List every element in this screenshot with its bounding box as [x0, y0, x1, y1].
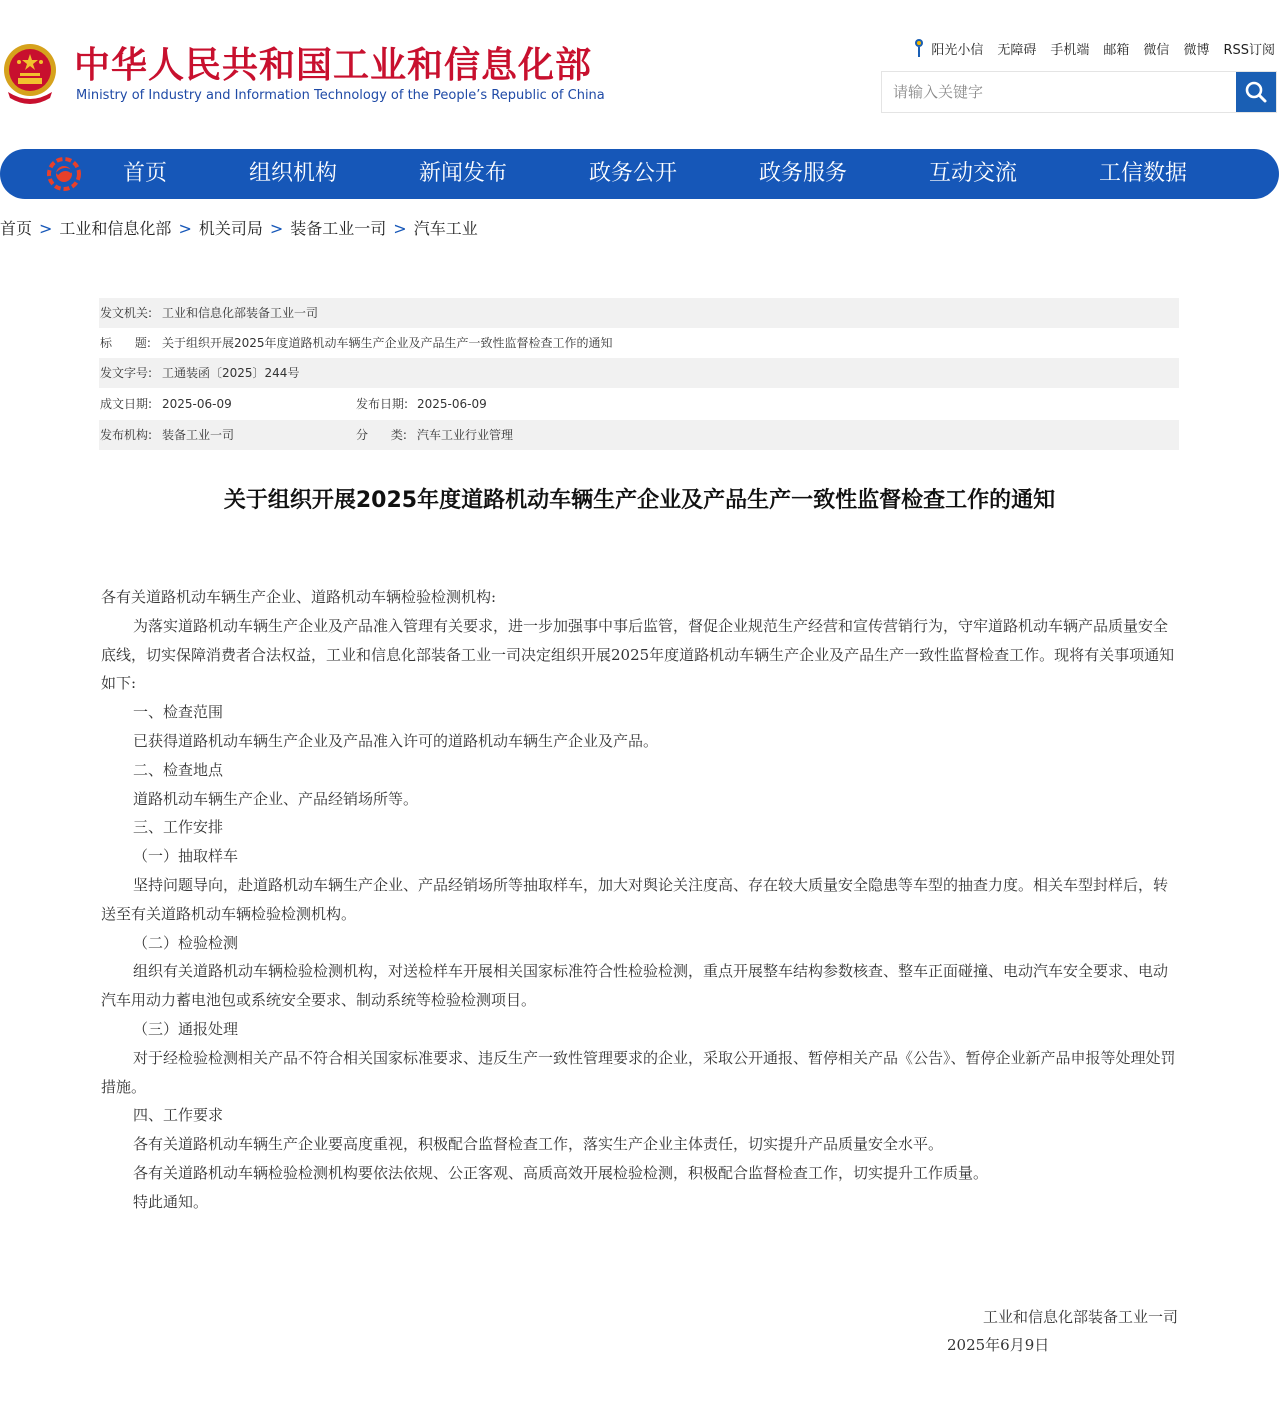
meta-title-label: 标 题:	[100, 336, 151, 350]
breadcrumb-separator: >	[269, 219, 284, 238]
article-paragraph: 各有关道路机动车辆检验检测机构要依法依规、公正客观、高质高效开展检验检测，积极配合监督检查工作，切实提升工作质量。	[133, 1163, 989, 1182]
meta-org-value: 装备工业一司	[162, 428, 235, 442]
article-paragraph: 组织有关道路机动车辆检验检测机构，对送检样车开展相关国家标准符合性检验检测，重点开展整车结构参数核查、整车正面碰撞、电动汽车安全要求、电动汽车用动力蓄电池包或系统安全要求、制动系统等检验检测项目。	[101, 962, 1169, 1010]
meta-org-label: 发布机构:	[100, 428, 153, 442]
meta-issuer-label: 发文机关:	[100, 306, 153, 320]
link-mail[interactable]: 邮箱	[1103, 42, 1130, 58]
site-title[interactable]: 中华人民共和国工业和信息化部	[74, 45, 593, 86]
sunshine-icon	[913, 38, 925, 58]
breadcrumb-separator: >	[39, 219, 53, 238]
meta-row-title	[99, 328, 1179, 358]
search-box	[881, 71, 1277, 113]
meta-docno-value: 工通装函〔2025〕244号	[162, 366, 300, 380]
article-title: 关于组织开展2025年度道路机动车辆生产企业及产品生产一致性监督检查工作的通知	[223, 488, 1056, 513]
meta-row-docno	[99, 358, 1179, 388]
breadcrumb-equipment-dept[interactable]: 装备工业一司	[290, 219, 387, 238]
article-paragraph: 已获得道路机动车辆生产企业及产品准入许可的道路机动车辆生产企业及产品。	[133, 731, 659, 750]
breadcrumb-departments[interactable]: 机关司局	[198, 219, 263, 238]
article-closing: 特此通知。	[133, 1192, 209, 1211]
article-paragraph: 道路机动车辆生产企业、产品经销场所等。	[133, 789, 419, 808]
nav-government-affairs[interactable]: 政务公开	[589, 161, 678, 186]
meta-title-value: 关于组织开展2025年度道路机动车辆生产企业及产品生产一致性监督检查工作的通知	[162, 336, 613, 350]
breadcrumb-separator: >	[393, 219, 407, 238]
meta-row-issuer	[99, 298, 1179, 328]
meta-docno-label: 发文字号:	[100, 366, 153, 380]
main-nav	[0, 149, 1279, 199]
article-heading: 四、工作要求	[133, 1106, 224, 1125]
miit-logo-icon	[46, 156, 82, 192]
article-heading: 三、工作安排	[133, 818, 224, 837]
link-wechat[interactable]: 微信	[1143, 42, 1170, 58]
meta-pub-date-label: 发布日期:	[356, 397, 409, 411]
article-subheading: （三）通报处理	[133, 1019, 239, 1038]
meta-category-label: 分 类:	[356, 428, 407, 442]
national-emblem-icon	[2, 40, 58, 106]
article-paragraph: 坚持问题导向，赴道路机动车辆生产企业、产品经销场所等抽取样车，加大对舆论关注度高、存在较大质量安全隐患等车型的抽查力度。相关车型封样后，转送至有关道路机动车辆检验检测机构。	[101, 875, 1169, 923]
meta-issuer-value: 工业和信息化部装备工业一司	[162, 306, 319, 320]
nav-interaction[interactable]: 互动交流	[929, 161, 1018, 186]
nav-organization[interactable]: 组织机构	[249, 161, 338, 186]
meta-made-date-label: 成文日期:	[100, 397, 153, 411]
search-input[interactable]	[882, 72, 1238, 112]
search-button[interactable]	[1236, 72, 1276, 112]
article-paragraph: 对于经检验检测相关产品不符合相关国家标准要求、违反生产一致性管理要求的企业，采取公开通报、暂停相关产品《公告》、暂停企业新产品申报等处理处罚措施。	[101, 1048, 1176, 1096]
article-sign-date: 2025年6月9日	[947, 1336, 1050, 1354]
article-subheading: （一）抽取样车	[133, 847, 239, 866]
meta-made-date-value: 2025-06-09	[162, 397, 232, 411]
search-icon	[1244, 80, 1268, 104]
document-meta-table	[99, 298, 1179, 450]
breadcrumb-home[interactable]: 首页	[0, 219, 33, 238]
meta-row-org	[99, 420, 1179, 450]
breadcrumb-separator: >	[178, 219, 192, 238]
link-mobile[interactable]: 手机端	[1050, 42, 1090, 58]
article-heading: 二、检查地点	[133, 760, 224, 779]
article-paragraph: 各有关道路机动车辆生产企业要高度重视，积极配合监督检查工作，落实生产企业主体责任，切实提升产品质量安全水平。	[133, 1135, 944, 1154]
breadcrumb-ministry[interactable]: 工业和信息化部	[59, 219, 172, 238]
article-subheading: （二）检验检测	[133, 933, 239, 952]
article-paragraph: 为落实道路机动车辆生产企业及产品准入管理有关要求，进一步加强事中事后监管，督促企业规范生产经营和宣传营销行为，守牢道路机动车辆产品质量安全底线，切实保障消费者合法权益，工业和信息化部装备工业一司决定组织开展2025年度道路机动车辆生产企业及产品生产一致性监督检查工作。现将有关事项通知如下:	[101, 616, 1175, 693]
nav-government-services[interactable]: 政务服务	[759, 161, 848, 186]
link-rss[interactable]: RSS订阅	[1223, 42, 1275, 58]
site-subtitle[interactable]: Ministry of Industry and Information Technology of the People’s Republic of China	[76, 88, 605, 103]
link-weibo[interactable]: 微博	[1183, 42, 1210, 58]
nav-home[interactable]: 首页	[123, 161, 168, 186]
article-body	[101, 583, 1179, 1217]
meta-row-dates	[99, 388, 1179, 420]
link-accessibility[interactable]: 无障碍	[997, 42, 1037, 58]
link-sunshine[interactable]: 阳光小信	[931, 42, 984, 58]
top-links	[913, 38, 1275, 58]
meta-pub-date-value: 2025-06-09	[417, 397, 487, 411]
article-signer: 工业和信息化部装备工业一司	[982, 1308, 1178, 1326]
meta-category-value: 汽车工业行业管理	[417, 428, 514, 442]
nav-data[interactable]: 工信数据	[1099, 161, 1188, 186]
article-heading: 一、检查范围	[133, 703, 224, 722]
article-salutation: 各有关道路机动车辆生产企业、道路机动车辆检验检测机构:	[101, 588, 497, 606]
breadcrumb	[0, 219, 478, 239]
breadcrumb-auto-industry[interactable]: 汽车工业	[413, 219, 478, 238]
nav-news[interactable]: 新闻发布	[419, 161, 508, 186]
